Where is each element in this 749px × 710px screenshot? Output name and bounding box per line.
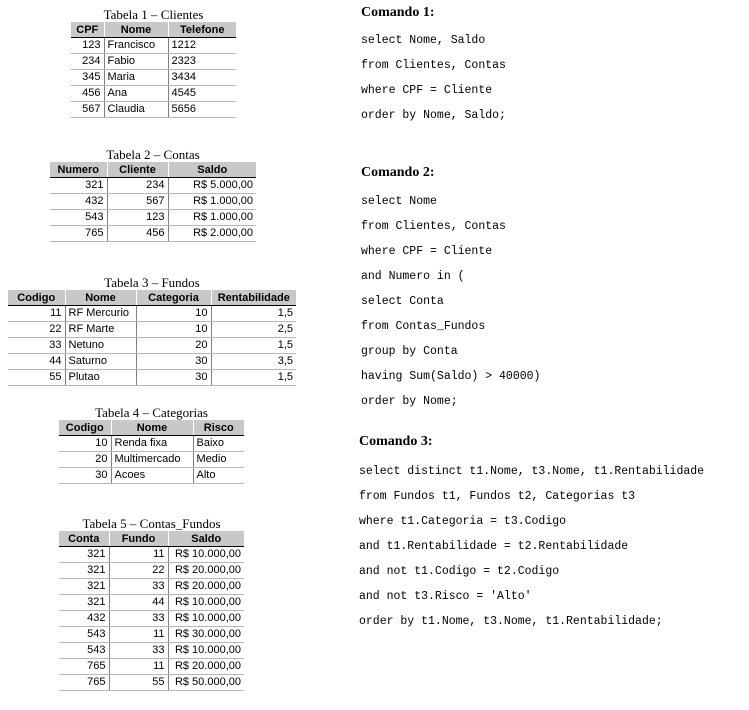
tabela-contas [50, 148, 256, 242]
table-row [50, 226, 256, 242]
table-cell: 11 [8, 306, 65, 322]
table-row [59, 627, 244, 643]
table-cell: Saturno [65, 354, 136, 370]
table-row [59, 468, 244, 484]
table-cell: Alto [193, 468, 244, 484]
column-header: Numero [50, 162, 107, 178]
data-table [59, 420, 244, 484]
tabela-contas-fundos [59, 517, 244, 691]
table-cell: 44 [8, 354, 65, 370]
table-cell: 765 [50, 226, 107, 242]
sql-line: and not t1.Codigo = t2.Codigo [359, 565, 560, 578]
sql-line: select Nome [361, 195, 437, 208]
column-header: Codigo [8, 290, 65, 306]
table-cell: 234 [107, 178, 168, 194]
table-cell: Claudia [104, 102, 168, 118]
table-cell: 33 [109, 611, 168, 627]
command-code [361, 28, 506, 128]
sql-line: select Conta [361, 295, 444, 308]
table-cell: 2323 [168, 54, 236, 70]
table-row [59, 452, 244, 468]
data-table [50, 162, 256, 242]
table-cell: 3434 [168, 70, 236, 86]
table-row [71, 54, 236, 70]
table-cell: R$ 10.000,00 [168, 547, 244, 563]
table-cell: Netuno [65, 338, 136, 354]
table-row [71, 38, 236, 54]
table-caption: Tabela 3 – Fundos [104, 275, 200, 290]
table-cell: 765 [59, 659, 109, 675]
table-cell: 1,5 [211, 306, 296, 322]
table-cell: Francisco [104, 38, 168, 54]
table-cell: 123 [71, 38, 104, 54]
table-cell: R$ 1.000,00 [168, 194, 256, 210]
table-row [8, 306, 296, 322]
table-cell: Ana [104, 86, 168, 102]
table-row [59, 595, 244, 611]
column-header: Risco [193, 420, 244, 436]
sql-line: from Contas_Fundos [361, 320, 486, 333]
table-row [59, 611, 244, 627]
sql-line: where t1.Categoria = t3.Codigo [359, 515, 567, 528]
table-cell: 123 [107, 210, 168, 226]
table-row [8, 370, 296, 386]
table-row [8, 354, 296, 370]
table-cell: 321 [59, 547, 109, 563]
table-row [8, 338, 296, 354]
tabela-clientes [71, 8, 236, 118]
column-header: CPF [71, 22, 104, 38]
tabela-categorias [59, 406, 244, 484]
table-cell: 1,5 [211, 370, 296, 386]
sql-line: select Nome, Saldo [361, 34, 486, 47]
table-cell: 22 [109, 563, 168, 579]
table-cell: 30 [59, 468, 111, 484]
table-cell: 765 [59, 675, 109, 691]
column-header: Fundo [109, 531, 168, 547]
table-row [50, 210, 256, 226]
column-header: Telefone [168, 22, 236, 38]
table-caption: Tabela 2 – Contas [106, 147, 200, 162]
table-cell: 33 [8, 338, 65, 354]
table-cell: 11 [109, 659, 168, 675]
table-row [71, 102, 236, 118]
table-cell: 345 [71, 70, 104, 86]
comando-1 [361, 3, 506, 128]
table-cell: 30 [136, 354, 211, 370]
table-cell: 3,5 [211, 354, 296, 370]
table-cell: 543 [59, 643, 109, 659]
command-code [359, 459, 704, 634]
table-row [59, 563, 244, 579]
table-row [59, 436, 244, 452]
table-cell: RF Marte [65, 322, 136, 338]
table-cell: Medio [193, 452, 244, 468]
comando-2 [361, 163, 540, 414]
sql-line: having Sum(Saldo) > 40000) [361, 370, 541, 383]
table-cell: 20 [59, 452, 111, 468]
table-caption: Tabela 1 – Clientes [103, 7, 204, 22]
table-cell: R$ 10.000,00 [168, 643, 244, 659]
table-cell: 10 [136, 322, 211, 338]
table-cell: Baixo [193, 436, 244, 452]
sql-line: where CPF = Cliente [361, 84, 493, 97]
column-header: Nome [65, 290, 136, 306]
table-row [59, 547, 244, 563]
table-cell: 567 [107, 194, 168, 210]
sql-line: select distinct t1.Nome, t3.Nome, t1.Rentabilidade [359, 465, 705, 478]
table-cell: Fabio [104, 54, 168, 70]
data-table [59, 531, 244, 691]
sql-line: group by Conta [361, 345, 458, 358]
table-cell: 30 [136, 370, 211, 386]
table-row [71, 86, 236, 102]
table-row [59, 579, 244, 595]
table-row [8, 322, 296, 338]
column-header: Saldo [168, 162, 256, 178]
table-cell: 432 [50, 194, 107, 210]
table-row [59, 675, 244, 691]
table-cell: R$ 20.000,00 [168, 563, 244, 579]
sql-line: and not t3.Risco = 'Alto' [359, 590, 532, 603]
table-row [59, 659, 244, 675]
table-cell: 2,5 [211, 322, 296, 338]
table-cell: 1,5 [211, 338, 296, 354]
sql-line: order by Nome; [361, 395, 458, 408]
table-cell: R$ 10.000,00 [168, 611, 244, 627]
table-cell: 234 [71, 54, 104, 70]
table-cell: 5656 [168, 102, 236, 118]
sql-line: and Numero in ( [361, 270, 465, 283]
column-header: Conta [59, 531, 109, 547]
table-cell: 321 [59, 579, 109, 595]
command-code [361, 189, 540, 414]
command-title: Comando 2: [361, 165, 435, 180]
table-cell: R$ 20.000,00 [168, 579, 244, 595]
table-row [50, 178, 256, 194]
table-cell: R$ 2.000,00 [168, 226, 256, 242]
table-cell: Renda fixa [111, 436, 193, 452]
table-cell: 456 [71, 86, 104, 102]
sql-line: order by Nome, Saldo; [361, 109, 506, 122]
table-cell: R$ 5.000,00 [168, 178, 256, 194]
column-header: Categoria [136, 290, 211, 306]
table-row [50, 194, 256, 210]
tabela-fundos [8, 276, 296, 386]
table-cell: 543 [59, 627, 109, 643]
column-header: Rentabilidade [211, 290, 296, 306]
table-cell: 22 [8, 322, 65, 338]
table-cell: Maria [104, 70, 168, 86]
table-cell: 321 [59, 563, 109, 579]
data-table [8, 290, 296, 386]
table-cell: Acoes [111, 468, 193, 484]
table-caption: Tabela 4 – Categorias [95, 405, 208, 420]
sql-line: and t1.Rentabilidade = t2.Rentabilidade [359, 540, 629, 553]
table-caption: Tabela 5 – Contas_Fundos [82, 516, 221, 531]
table-cell: 55 [109, 675, 168, 691]
column-header: Saldo [168, 531, 244, 547]
table-cell: 10 [59, 436, 111, 452]
table-cell: 33 [109, 579, 168, 595]
table-row [71, 70, 236, 86]
table-cell: R$ 10.000,00 [168, 595, 244, 611]
command-title: Comando 3: [359, 434, 433, 449]
table-cell: 44 [109, 595, 168, 611]
table-cell: 321 [50, 178, 107, 194]
table-cell: 11 [109, 547, 168, 563]
column-header: Nome [111, 420, 193, 436]
table-cell: 543 [50, 210, 107, 226]
table-row [59, 643, 244, 659]
table-cell: 456 [107, 226, 168, 242]
table-cell: Plutao [65, 370, 136, 386]
sql-line: from Clientes, Contas [361, 59, 506, 72]
table-cell: RF Mercurio [65, 306, 136, 322]
table-cell: R$ 1.000,00 [168, 210, 256, 226]
table-cell: R$ 50.000,00 [168, 675, 244, 691]
table-cell: R$ 30.000,00 [168, 627, 244, 643]
table-cell: 55 [8, 370, 65, 386]
table-cell: 11 [109, 627, 168, 643]
command-title: Comando 1: [361, 5, 435, 20]
table-cell: 20 [136, 338, 211, 354]
table-cell: 432 [59, 611, 109, 627]
table-cell: 1212 [168, 38, 236, 54]
table-cell: 10 [136, 306, 211, 322]
comando-3 [359, 432, 704, 634]
column-header: Cliente [107, 162, 168, 178]
table-cell: 4545 [168, 86, 236, 102]
sql-line: where CPF = Cliente [361, 245, 493, 258]
sql-line: from Clientes, Contas [361, 220, 506, 233]
column-header: Codigo [59, 420, 111, 436]
sql-line: from Fundos t1, Fundos t2, Categorias t3 [359, 490, 636, 503]
data-table [71, 22, 236, 118]
table-cell: 33 [109, 643, 168, 659]
table-cell: 567 [71, 102, 104, 118]
table-cell: 321 [59, 595, 109, 611]
sql-line: order by t1.Nome, t3.Nome, t1.Rentabilidade; [359, 615, 663, 628]
table-cell: Multimercado [111, 452, 193, 468]
table-cell: R$ 20.000,00 [168, 659, 244, 675]
column-header: Nome [104, 22, 168, 38]
